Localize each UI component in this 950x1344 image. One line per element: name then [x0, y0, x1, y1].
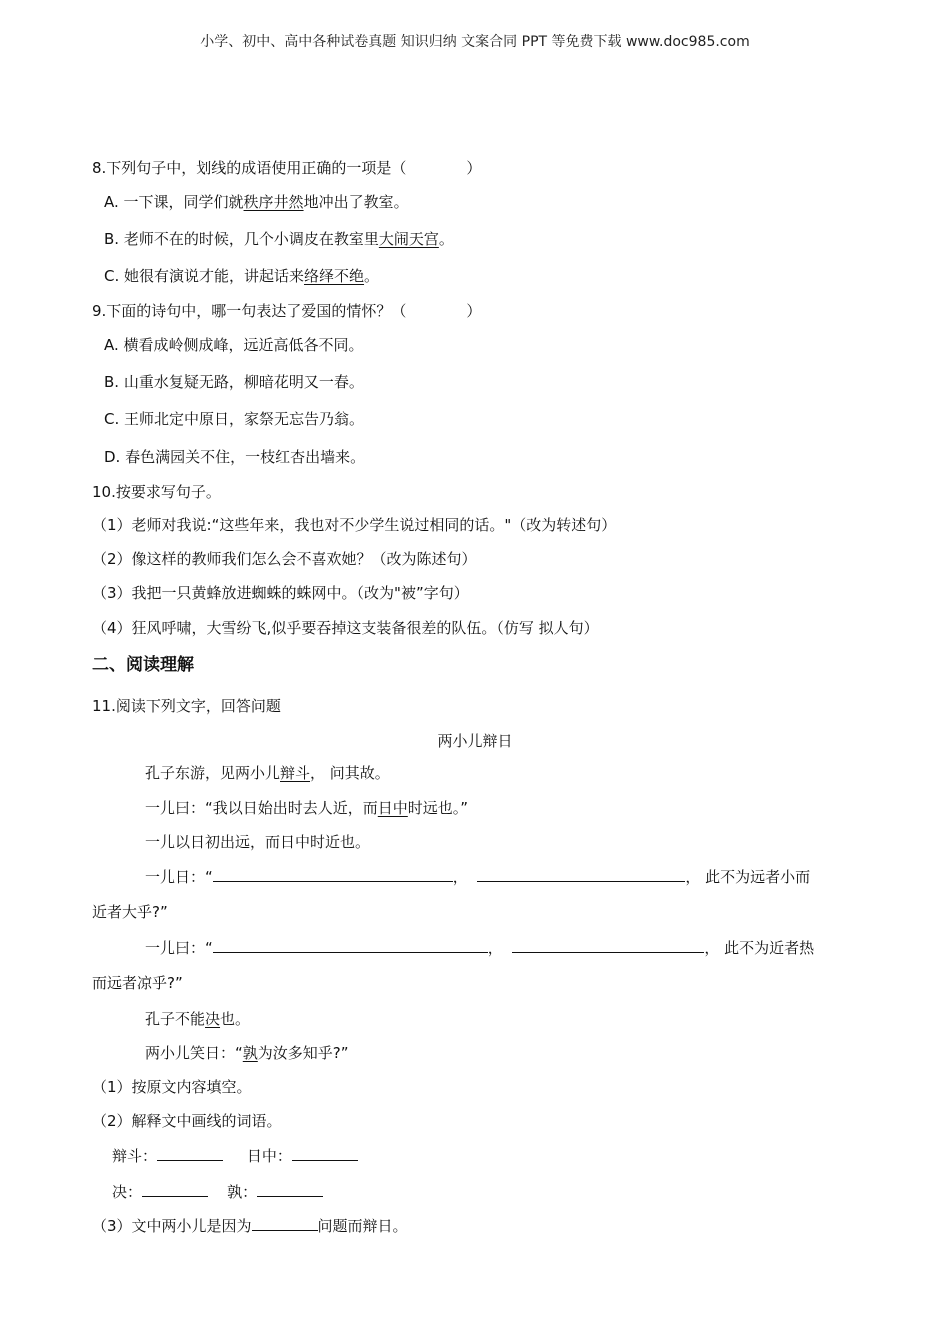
option-text: A. 一下课，同学们就 — [104, 193, 244, 211]
question-10-item-1: （1）老师对我说:“这些年来，我也对不少学生说过相同的话。"（改为转述句） — [92, 516, 617, 534]
word-label: 辩斗： — [112, 1147, 158, 1165]
word-definition-row-1 — [112, 1144, 358, 1166]
sub-question-3 — [92, 1214, 408, 1236]
word-definition-row-2 — [112, 1180, 323, 1202]
passage-text: ， 此不为近者热 — [704, 939, 815, 957]
question-9-stem: 9.下面的诗句中，哪一句表达了爱国的情怀？（ ） — [92, 302, 482, 320]
passage-text: 时远也。” — [407, 799, 469, 817]
question-8-option-a — [104, 191, 409, 212]
fill-blank[interactable] — [292, 1144, 358, 1161]
question-9-option-c: C. 王师北定中原日，家祭无忘告乃翁。 — [104, 410, 365, 428]
passage-text: 孔子东游，见两小儿 — [145, 764, 281, 782]
fill-blank[interactable] — [257, 1180, 323, 1197]
passage-paragraph-7 — [145, 1042, 349, 1063]
passage-text: 为汝多知乎?” — [257, 1044, 349, 1062]
passage-title: 两小儿辩日 — [437, 732, 513, 750]
passage-text: ， 问其故。 — [310, 764, 390, 782]
underlined-word: 日中 — [377, 799, 408, 817]
sub-question-2: （2）解释文中画线的词语。 — [92, 1112, 282, 1130]
question-10-item-4: （4）狂风呼啸，大雪纷飞,似乎要吞掉这支装备很差的队伍。（仿写 拟人句） — [92, 619, 599, 637]
question-9-option-d: D. 春色满园关不住，一枝红杏出墙来。 — [104, 448, 366, 466]
option-text: C. 她很有演说才能，讲起话来 — [104, 267, 305, 285]
passage-text: 两小儿笑日：“ — [145, 1044, 243, 1062]
sub-question-text: 问题而辩日。 — [317, 1217, 408, 1235]
fill-blank[interactable] — [157, 1144, 223, 1161]
word-label: 日中： — [246, 1147, 292, 1165]
question-11-stem: 11.阅读下列文字，回答问题 — [92, 697, 281, 715]
passage-text: 孔子不能 — [145, 1010, 206, 1028]
passage-text: 一儿曰：“ — [145, 939, 213, 957]
passage-text: 一儿日：“ — [145, 868, 213, 886]
fill-blank[interactable] — [512, 936, 704, 953]
question-10-item-3: （3）我把一只黄蜂放进蜘蛛的蛛网中。（改为"被”字句） — [92, 584, 469, 602]
option-text: 。 — [364, 267, 380, 285]
passage-text: ， — [452, 868, 468, 886]
fill-blank[interactable] — [213, 936, 488, 953]
passage-text: ， 此不为远者小而 — [685, 868, 811, 886]
question-8-option-b — [104, 228, 454, 249]
passage-paragraph-5 — [145, 936, 814, 958]
underlined-idiom: 大闹天宫 — [378, 230, 439, 248]
fill-blank[interactable] — [477, 865, 685, 882]
underlined-idiom: 秩序井然 — [243, 193, 304, 211]
sub-question-1: （1）按原文内容填空。 — [92, 1078, 252, 1096]
passage-paragraph-5-continued: 而远者凉乎?” — [92, 974, 183, 992]
passage-paragraph-3: 一儿以日初出远，而日中时近也。 — [145, 833, 371, 851]
page-header: 小学、初中、高中各种试卷真题 知识归纳 文案合同 PPT 等免费下载 www.doc985.com — [200, 34, 750, 50]
option-text: 地冲出了教室。 — [303, 193, 409, 211]
underlined-word: 决 — [205, 1010, 221, 1028]
fill-blank[interactable] — [252, 1214, 318, 1231]
question-9-option-a: A. 横看成岭侧成峰，远近高低各不同。 — [104, 336, 364, 354]
question-9-option-b: B. 山重水复疑无路，柳暗花明又一春。 — [104, 373, 364, 391]
passage-paragraph-2 — [145, 797, 468, 818]
passage-paragraph-6 — [145, 1008, 250, 1029]
section-heading: 二、阅读理解 — [92, 655, 194, 675]
question-10-item-2: （2）像这样的教师我们怎么会不喜欢她？（改为陈述句） — [92, 550, 477, 568]
option-text: 。 — [438, 230, 454, 248]
question-8-option-c — [104, 265, 379, 286]
option-text: B. 老师不在的时候，几个小调皮在教室里 — [104, 230, 379, 248]
passage-paragraph-1 — [145, 762, 390, 783]
passage-paragraph-4-continued: 近者大乎?” — [92, 903, 168, 921]
word-label: 孰： — [227, 1183, 258, 1201]
passage-paragraph-4 — [145, 865, 810, 887]
underlined-word: 辩斗 — [280, 764, 311, 782]
fill-blank[interactable] — [213, 865, 453, 882]
question-8-stem: 8.下列句子中，划线的成语使用正确的一项是（ ） — [92, 159, 482, 177]
sub-question-text: （3）文中两小儿是因为 — [92, 1217, 252, 1235]
underlined-idiom: 络绎不绝 — [304, 267, 365, 285]
fill-blank[interactable] — [142, 1180, 208, 1197]
passage-text: ， — [487, 939, 503, 957]
word-label: 决： — [112, 1183, 143, 1201]
question-10-stem: 10.按要求写句子。 — [92, 483, 221, 501]
underlined-word: 孰 — [242, 1044, 258, 1062]
passage-text: 也。 — [220, 1010, 251, 1028]
passage-text: 一儿曰：“我以日始出时去人近，而 — [145, 799, 378, 817]
